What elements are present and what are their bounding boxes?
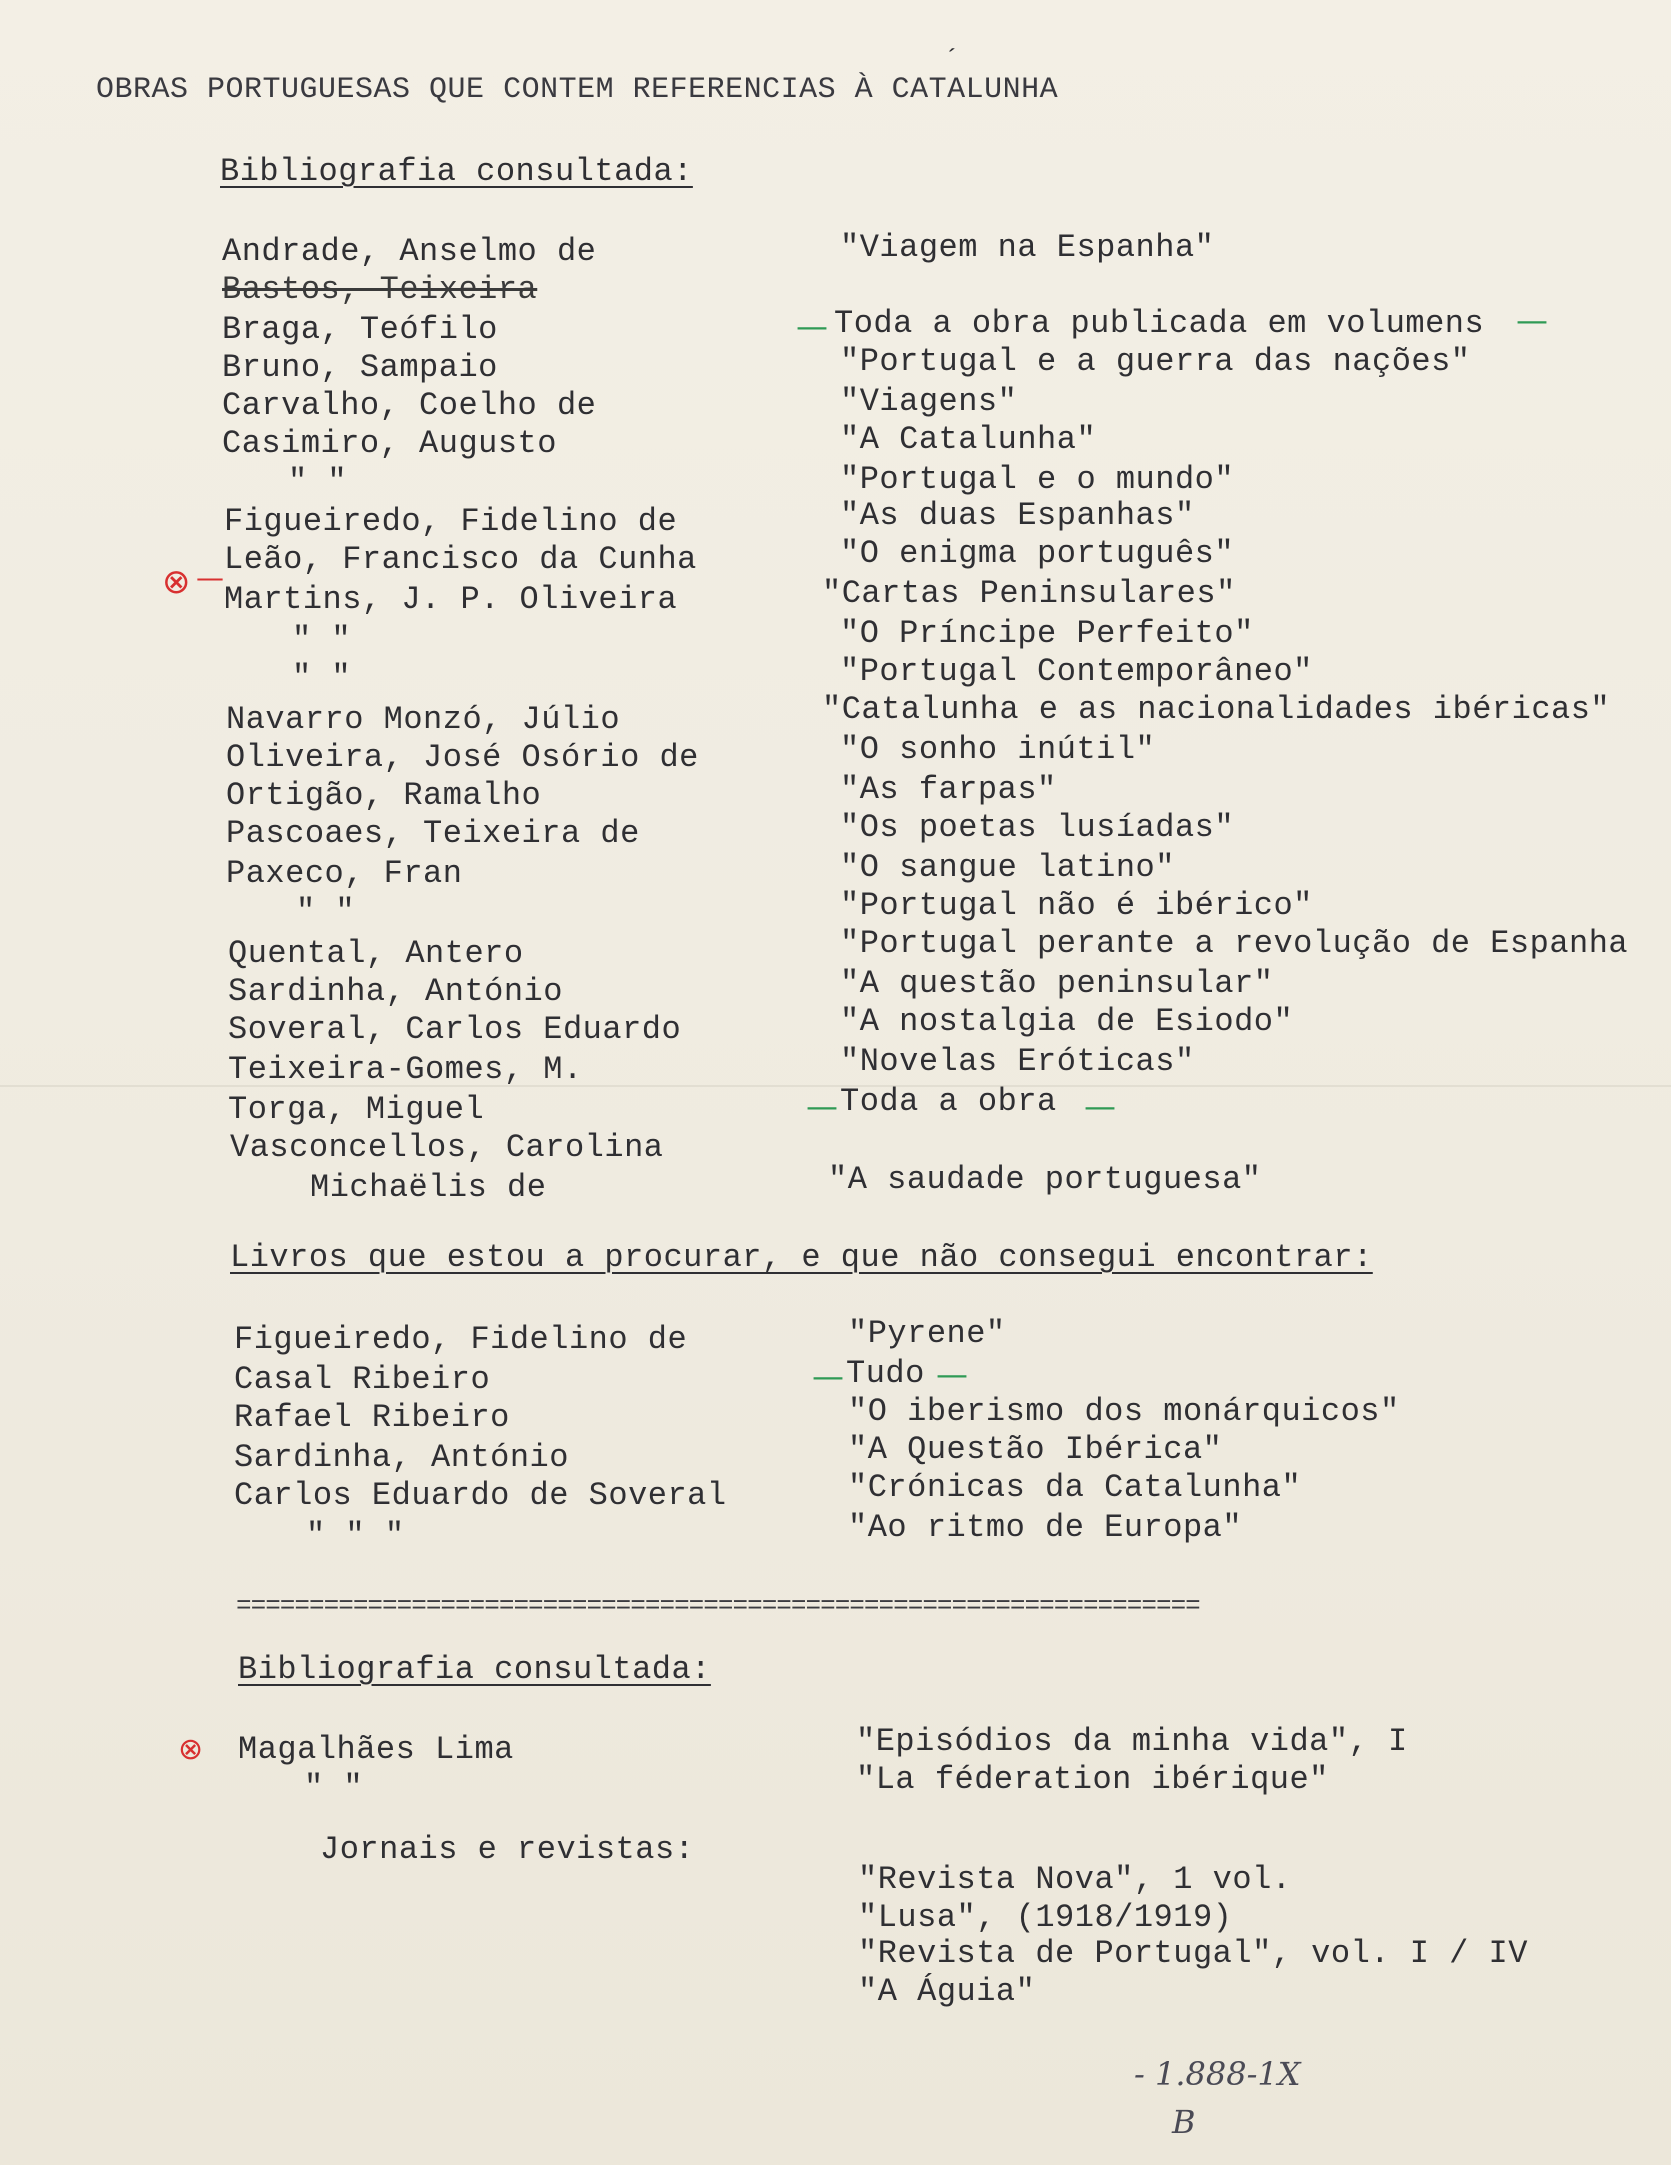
author-entry: Braga, Teófilo (222, 311, 498, 348)
green-dash-mark: — (812, 1357, 844, 1395)
work-entry: "Episódios da minha vida", I (856, 1723, 1408, 1760)
work-entry: Toda a obra (840, 1083, 1057, 1120)
author-entry-struck: Bastos, Teixeira (222, 271, 538, 308)
work-entry: "Catalunha e as nacionalidades ibéricas" (822, 691, 1611, 728)
work-entry: "Ao ritmo de Europa" (848, 1509, 1243, 1546)
red-dash-mark: — (196, 561, 224, 594)
work-entry: "Portugal e a guerra das nações" (840, 343, 1471, 380)
author-entry: Carlos Eduardo de Soveral (234, 1477, 727, 1514)
author-entry: Michaëlis de (310, 1169, 547, 1206)
work-entry: "Novelas Eróticas" (840, 1043, 1195, 1080)
work-entry: "O enigma português" (840, 535, 1235, 572)
work-entry: "A questão peninsular" (840, 965, 1274, 1002)
work-entry: "Cartas Peninsulares" (822, 575, 1236, 612)
work-entry: "O iberismo dos monárquicos" (848, 1393, 1400, 1430)
periodical-entry: "A Águia" (858, 1973, 1036, 2010)
periodical-entry: "Revista de Portugal", vol. I / IV (858, 1935, 1528, 1972)
work-entry: "Portugal e o mundo" (840, 461, 1235, 498)
green-dash-mark: — (1084, 1087, 1116, 1125)
document-title: OBRAS PORTUGUESAS QUE CONTEM REFERENCIAS À CATALUNHA (96, 73, 1059, 107)
ditto-marks: " " (292, 659, 352, 696)
handwritten-letter: B (1172, 2103, 1196, 2141)
periodical-entry: "Lusa", (1918/1919) (858, 1899, 1233, 1936)
author-entry: Leão, Francisco da Cunha (224, 541, 697, 578)
author-entry: Torga, Miguel (228, 1091, 485, 1128)
ditto-marks: " " (292, 621, 352, 658)
author-entry: Quental, Antero (228, 935, 524, 972)
author-entry: Casimiro, Augusto (222, 425, 557, 462)
work-entry: "Portugal não é ibérico" (840, 887, 1313, 924)
author-entry: Oliveira, José Osório de (226, 739, 699, 776)
author-entry: Figueiredo, Fidelino de (234, 1321, 688, 1358)
green-dash-mark: — (806, 1087, 838, 1125)
author-entry: Rafael Ribeiro (234, 1399, 510, 1436)
author-entry: Carvalho, Coelho de (222, 387, 597, 424)
author-entry: Soveral, Carlos Eduardo (228, 1011, 682, 1048)
author-entry: Teixeira-Gomes, M. (228, 1051, 583, 1088)
work-entry: "A Catalunha" (840, 421, 1097, 458)
handwritten-reference: - 1.888-1X (1134, 2055, 1301, 2093)
accent-mark: ´ (944, 45, 961, 75)
separator-line: ================================================================== (236, 1591, 1200, 1621)
green-dash-mark: — (796, 307, 828, 345)
work-entry: "O sonho inútil" (840, 731, 1156, 768)
work-entry: "Os poetas lusíadas" (840, 809, 1235, 846)
work-entry: "A nostalgia de Esiodo" (840, 1003, 1294, 1040)
author-entry: Andrade, Anselmo de (222, 233, 597, 270)
work-entry: "A Questão Ibérica" (848, 1431, 1223, 1468)
work-entry: "As farpas" (840, 771, 1057, 808)
work-entry: "O sangue latino" (840, 849, 1175, 886)
section3-heading: Bibliografia consultada: (238, 1651, 711, 1688)
work-entry: "As duas Espanhas" (840, 497, 1195, 534)
work-entry: "Pyrene" (848, 1315, 1006, 1352)
author-entry: Martins, J. P. Oliveira (224, 581, 678, 618)
work-entry: Tudo (846, 1355, 925, 1392)
ditto-marks: " " (288, 463, 348, 500)
author-entry: Casal Ribeiro (234, 1361, 491, 1398)
work-entry: "Portugal perante a revolução de Espanha (840, 925, 1629, 962)
author-entry: Figueiredo, Fidelino de (224, 503, 678, 540)
author-entry: Magalhães Lima (238, 1731, 514, 1768)
ditto-marks: " " (296, 893, 356, 930)
author-entry: Sardinha, António (228, 973, 563, 1010)
red-circled-x-mark: ⊗ (178, 1732, 204, 1767)
ditto-marks: " " (304, 1769, 364, 1806)
green-dash-mark: — (936, 1355, 968, 1393)
work-entry: "Viagens" (840, 383, 1018, 420)
author-entry: Sardinha, António (234, 1439, 569, 1476)
author-entry: Ortigão, Ramalho (226, 777, 542, 814)
work-entry: "Crónicas da Catalunha" (848, 1469, 1302, 1506)
author-entry: Paxeco, Fran (226, 855, 463, 892)
work-entry: "Portugal Contemporâneo" (840, 653, 1313, 690)
work-entry: "O Príncipe Perfeito" (840, 615, 1254, 652)
work-entry: "A saudade portuguesa" (828, 1161, 1262, 1198)
section2-heading: Livros que estou a procurar, e que não consegui encontrar: (230, 1239, 1373, 1276)
periodical-entry: "Revista Nova", 1 vol. (858, 1861, 1292, 1898)
green-dash-mark: — (1516, 301, 1548, 339)
work-entry: Toda a obra publicada em volumens (834, 305, 1485, 342)
red-circled-x-mark: ⊗ (162, 562, 191, 602)
author-entry: Navarro Monzó, Júlio (226, 701, 621, 738)
author-entry: Bruno, Sampaio (222, 349, 498, 386)
author-entry: Vasconcellos, Carolina (230, 1129, 664, 1166)
periodicals-subheading: Jornais e revistas: (320, 1831, 695, 1868)
work-entry: "La féderation ibérique" (856, 1761, 1329, 1798)
work-entry: "Viagem na Espanha" (840, 229, 1215, 266)
author-entry: Pascoaes, Teixeira de (226, 815, 640, 852)
section1-heading: Bibliografia consultada: (220, 153, 693, 190)
ditto-marks: " " " (306, 1517, 405, 1554)
